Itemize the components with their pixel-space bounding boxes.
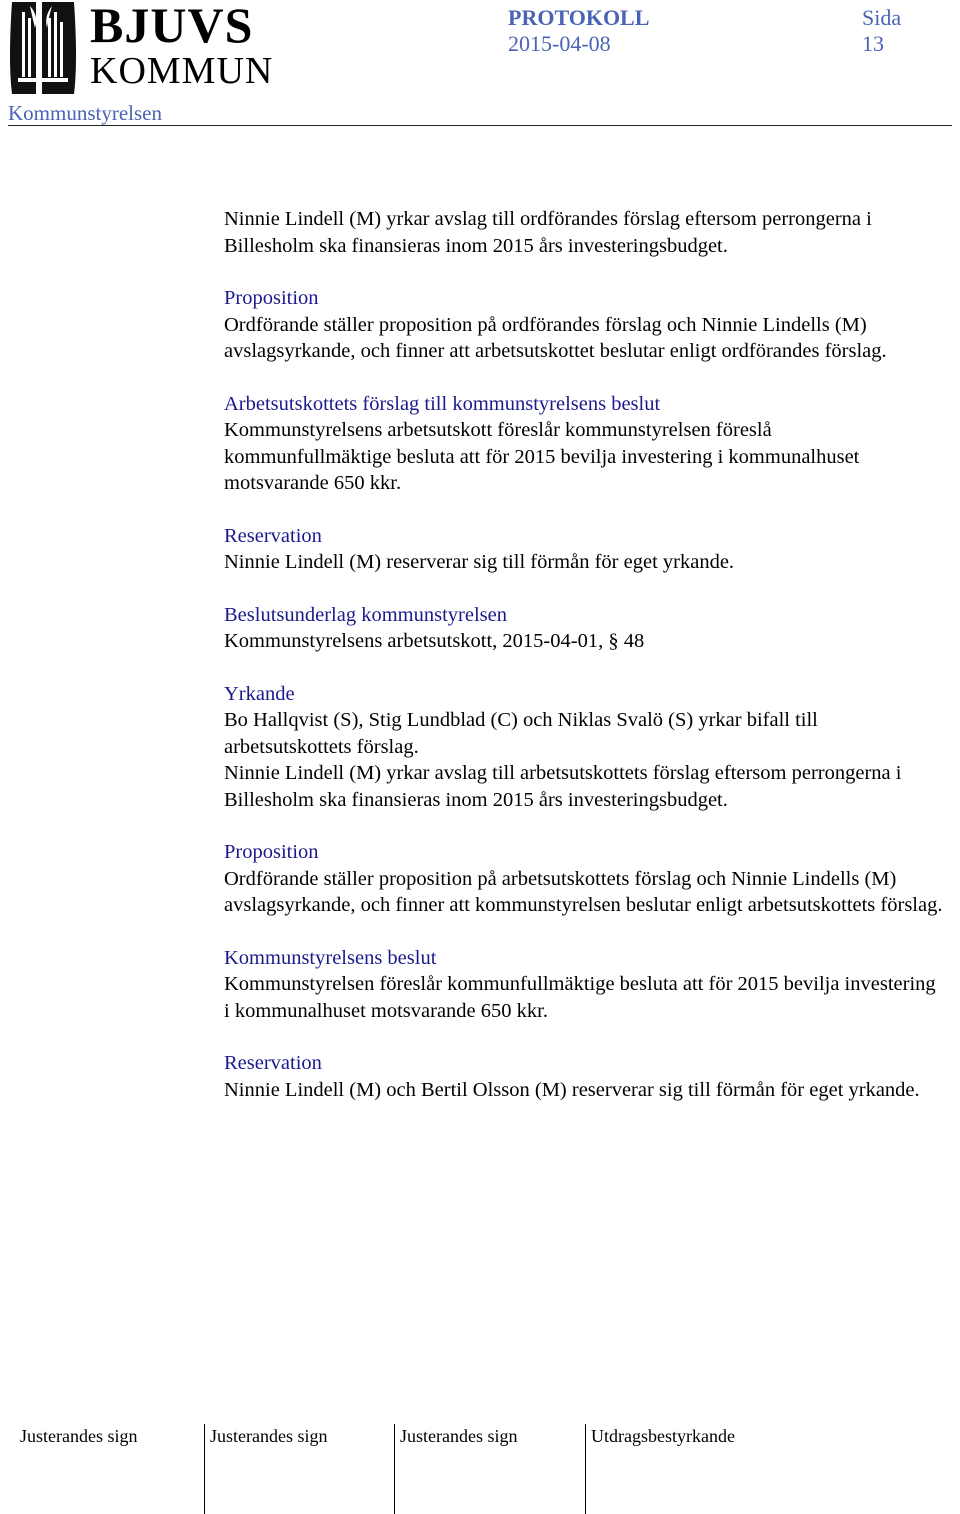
paragraph-proposition-1: Ordförande ställer proposition på ordförandes förslag och Ninnie Lindells (M) avslagsyrkande, och finner att arbetsutskottet beslutar enligt ordförandes förslag. <box>224 313 887 362</box>
signature-label-1: Justerandes sign <box>20 1426 138 1446</box>
heading-decision-basis: Beslutsunderlag kommunstyrelsen <box>224 603 507 626</box>
heading-reservation-1: Reservation <box>224 524 322 547</box>
heading-proposition-2: Proposition <box>224 841 319 863</box>
paragraph-reservation-2: Ninnie Lindell (M) och Bertil Olsson (M) reserverar sig till förmån för eget yrkande. <box>224 1078 920 1101</box>
logo-text-kommun: KOMMUN <box>90 50 274 92</box>
extract-certification-box <box>585 1424 835 1514</box>
paragraph-reservation-1: Ninnie Lindell (M) reserverar sig till förmån för eget yrkande. <box>224 551 735 573</box>
heading-proposition-1: Proposition <box>224 287 319 309</box>
signature-box-1 <box>14 1424 204 1514</box>
extract-certification-label: Utdragsbestyrkande <box>591 1426 735 1446</box>
bjuvs-kommun-logo <box>8 0 274 94</box>
document-type: PROTOKOLL <box>508 5 650 30</box>
signature-footer <box>0 1424 960 1514</box>
protocol-body <box>224 206 944 1103</box>
paragraph-yrkande-2: Ninnie Lindell (M) yrkar avslag till arbetsutskottets förslag eftersom perrongerna i Billesholm ska finansieras inom 2015 års investeringsbudget. <box>224 762 902 811</box>
page-number: 13 <box>862 31 884 56</box>
signature-label-2: Justerandes sign <box>210 1426 328 1446</box>
paragraph-au-proposal: Kommunstyrelsens arbetsutskott föreslår kommunstyrelsen föreslå kommunfullmäktige besluta att för 2015 bevilja investering i kommunalhuset motsvarande 650 kkr. <box>224 419 860 494</box>
heading-ks-decision: Kommunstyrelsens beslut <box>224 946 437 969</box>
paragraph-yrkande-1: Bo Hallqvist (S), Stig Lundblad (C) och Niklas Svalö (S) yrkar bifall till arbetsutskottets förslag. <box>224 709 818 758</box>
page-label: Sida <box>862 5 902 30</box>
paragraph-ks-decision: Kommunstyrelsen föreslår kommunfullmäktige besluta att för 2015 bevilja investering i kommunalhuset motsvarande 650 kkr. <box>224 973 936 1022</box>
organ-name: Kommunstyrelsen <box>8 101 162 125</box>
paragraph-proposition-2: Ordförande ställer proposition på arbetsutskottets förslag och Ninnie Lindells (M) avslagsyrkande, och finner att kommunstyrelsen beslutar enligt arbetsutskottets förslag. <box>224 867 943 916</box>
signature-box-3 <box>394 1424 584 1514</box>
signature-box-2 <box>204 1424 394 1514</box>
logo-text-bjuvs: BJUVS <box>90 0 254 53</box>
heading-au-proposal: Arbetsutskottets förslag till kommunstyrelsens beslut <box>224 392 661 415</box>
document-date: 2015-04-08 <box>508 31 611 56</box>
paragraph-decision-basis: Kommunstyrelsens arbetsutskott, 2015-04-01, § 48 <box>224 630 645 652</box>
header-divider <box>8 125 952 126</box>
heading-reservation-2: Reservation <box>224 1052 322 1074</box>
heading-yrkande: Yrkande <box>224 682 295 705</box>
signature-label-3: Justerandes sign <box>400 1426 518 1446</box>
paragraph-motion: Ninnie Lindell (M) yrkar avslag till ordförandes förslag eftersom perrongerna i Billesholm ska finansieras inom 2015 års investeringsbudget. <box>224 208 872 257</box>
torch-emblem-icon <box>8 2 78 94</box>
